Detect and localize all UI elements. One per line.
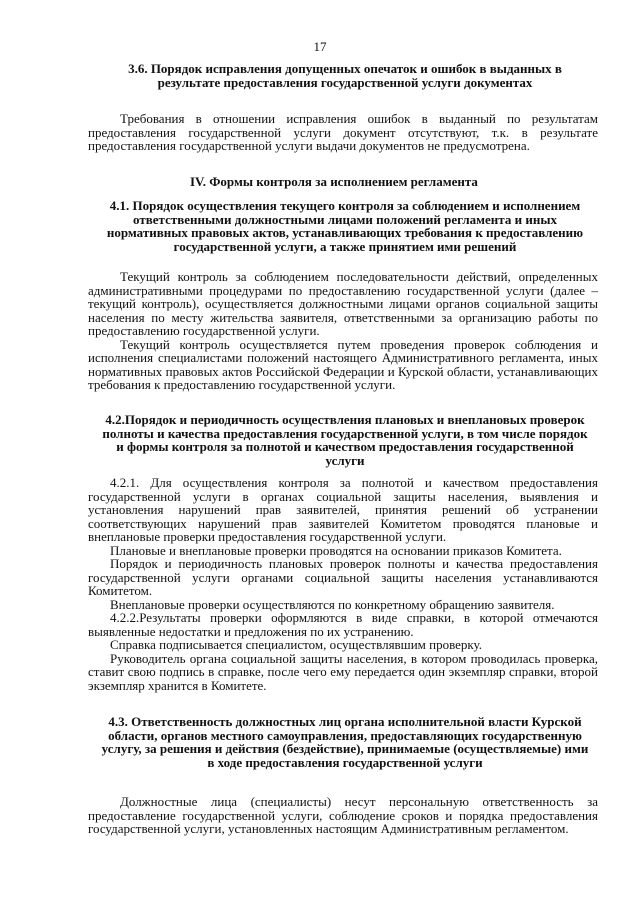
section-4-2-paragraph: 4.2.2.Результаты проверки оформляются в виде справки, в которой отмечаются выявленные недостатки и предложения по их устранению.: [88, 610, 598, 639]
section-4-1-paragraph: Текущий контроль осуществляется путем проведения проверок соблюдения и исполнения специалистами положений настоящего Административного регламента, иных нормативных правовых актов Российской Федерации и Курской области, устанавливающих требования к предоставлению государственной услуги.: [88, 336, 598, 392]
section-3-6-text: Требования в отношении исправления ошибок в выданный по результатам предоставления государственной услуги документ отсутствуют, т.к. в результате предоставления государственной услуги выдачи документов не предусмотрена.: [88, 111, 598, 153]
section-4-1-heading: 4.1. Порядок осуществления текущего контроля за соблюдением и исполнением ответственными должностными лицами положений регламента и иных нормативных правовых актов, устанавливающих требования к предоставлению государственной услуги, а также принятием ими решений: [106, 198, 584, 254]
section-4-heading: IV. Формы контроля за исполнением регламента: [190, 174, 478, 189]
section-4-2-paragraph: Внеплановые проверки осуществляются по конкретному обращению заявителя.: [110, 596, 555, 612]
section-3-6-heading: 3.6. Порядок исправления допущенных опечаток и ошибок в выданных в результате предоставления государственной услуги документах: [128, 61, 562, 90]
section-4-2-heading: 4.2.Порядок и периодичность осуществления плановых и внеплановых проверок полноты и качества предоставления государственной услуги, в том числе порядок и формы контроля за полнотой и качеством предоставления государственной услуги: [102, 412, 588, 468]
section-4-2-paragraph: 4.2.1. Для осуществления контроля за полнотой и качеством предоставления государственной услуги в органах социальной защиты населения, выявления и установления нарушений прав заявителей, принятия решений об устранении соответствующих нарушений прав заявителей Комитетом проводятся плановые и внеплановые проверки предоставления государственной услуги.: [88, 475, 598, 544]
section-4-2-paragraph: Руководитель органа социальной защиты населения, в котором проводилась проверка, ставит свою подпись в справке, после чего ему передается один экземпляр справки, второй экземпляр хранится в Комитете.: [88, 650, 598, 693]
section-4-1-body: [88, 270, 598, 392]
section-4-3-text: Должностные лица (специалисты) несут персональную ответственность за предоставление государственной услуги, соблюдение сроков и порядка предоставления государственной услуги, установленных настоящим Административным регламентом.: [88, 794, 598, 836]
page-number: 17: [313, 39, 327, 54]
section-4-2-paragraph: Справка подписывается специалистом, осуществлявшим проверку.: [110, 637, 482, 652]
section-4-1-paragraph: Текущий контроль за соблюдением последовательности действий, определенных административными процедурами по предоставлению государственной услуги (далее – текущий контроль), осуществляется должностными лицами органов социальной защиты населения по месту жительства заявителя, ответственными за организацию работы по предоставлению государственной услуги.: [88, 269, 598, 338]
section-4-3-heading: 4.3. Ответственность должностных лиц органа исполнительной власти Курской области, органов местного самоуправления, предоставляющих государственную услугу, за решения и действия (бездействие), принимаемые (осуществляемые) ими в ходе предоставления государственной услуги: [101, 714, 589, 770]
section-4-2-paragraph: Плановые и внеплановые проверки проводятся на основании приказов Комитета.: [110, 542, 562, 558]
section-4-2-body: [88, 476, 598, 692]
section-4-2-paragraph: Порядок и периодичность плановых проверок полноты и качества предоставления государственной услуги органами социальной защиты населения устанавливаются Комитетом.: [88, 556, 598, 598]
